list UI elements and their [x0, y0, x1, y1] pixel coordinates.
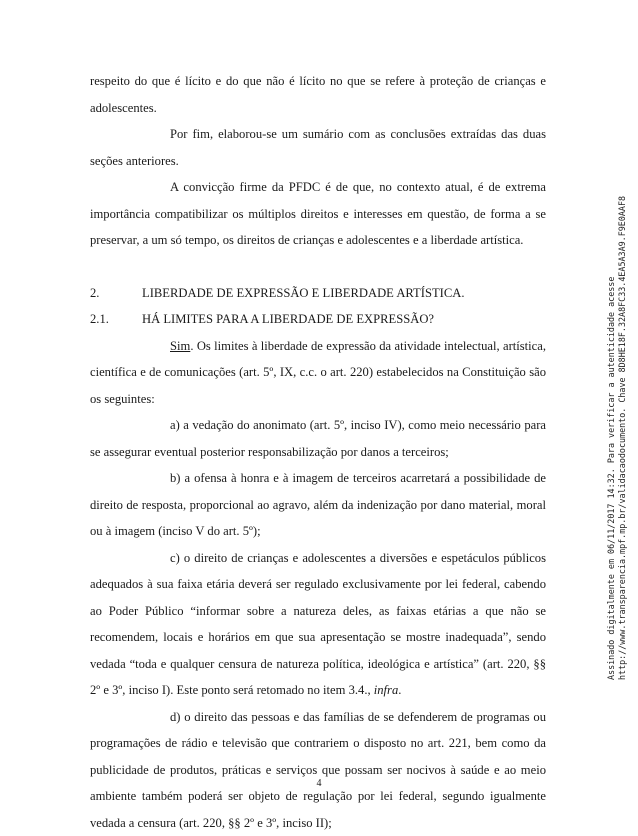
subsection-heading — [90, 306, 546, 333]
list-item-d: d) o direito das pessoas e das famílias de se defenderem de programas ou programações de rádio e televisão que contrariem o disposto no art. 221, bem como da publicidade de produtos, práticas e serviços que possam ser nocivos à saúde e ao meio ambiente também poderá ser objeto de regulação por lei federal, segundo igualmente vedada a censura (art. 220, §§ 2º e 3º, inciso II); — [90, 704, 546, 836]
signature-line-1: Assinado digitalmente em 06/11/2017 14:32. Para verificar a autenticidade acesse — [606, 196, 617, 680]
subsection-title: HÁ LIMITES PARA A LIBERDADE DE EXPRESSÃO? — [142, 306, 546, 333]
document-body — [90, 68, 546, 836]
list-item-b: b) a ofensa à honra e à imagem de terceiros acarretará a possibilidade de direito de resposta, proporcional ao agravo, além da indenização por dano material, moral ou à imagem (inciso V do art. 5º); — [90, 465, 546, 545]
answer-word: Sim — [170, 339, 190, 353]
list-item-c — [90, 545, 546, 704]
section-number: 2. — [90, 280, 142, 307]
section-heading — [90, 280, 546, 307]
page-number: 4 — [0, 778, 638, 789]
item-c-infra: infra — [374, 683, 399, 697]
paragraph-continuation: respeito do que é lícito e do que não é lícito no que se refere à proteção de crianças e adolescentes. — [90, 68, 546, 121]
list-item-a: a) a vedação do anonimato (art. 5º, inciso IV), como meio necessário para se assegurar eventual posterior responsabilização por danos a terceiros; — [90, 412, 546, 465]
signature-line-2: http://www.transparencia.mpf.mp.br/validacaodocumento. Chave 8D8HE18F.32A8FC33.4EA5A3A9.F9E0AAF8 — [617, 196, 628, 680]
subsection-number: 2.1. — [90, 306, 142, 333]
paragraph-summary: Por fim, elaborou-se um sumário com as conclusões extraídas das duas seções anteriores. — [90, 121, 546, 174]
item-c-text: c) o direito de crianças e adolescentes a diversões e espetáculos públicos adequados à sua faixa etária deverá ser regulado exclusivamente por lei federal, cabendo ao Poder Público “informar sobre a natureza deles, as faixas etárias a que não se recomendem, locais e horários em que sua apresentação se mostre inadequada”, sendo vedada “toda e qualquer censura de natureza política, ideológica e artística” (art. 220, §§ 2º e 3º, inciso I). Este ponto será retomado no item 3.4., — [90, 551, 546, 698]
paragraph-conviction: A convicção firme da PFDC é de que, no contexto atual, é de extrema importância compatibilizar os múltiplos direitos e interesses em questão, de forma a se preservar, a um só tempo, os direitos de crianças e adolescentes e a liberdade artística. — [90, 174, 546, 254]
spacer — [90, 254, 546, 280]
paragraph-answer — [90, 333, 546, 413]
item-c-end: . — [398, 683, 401, 697]
digital-signature-notice — [606, 196, 628, 680]
section-title: LIBERDADE DE EXPRESSÃO E LIBERDADE ARTÍSTICA. — [142, 280, 546, 307]
answer-text: . Os limites à liberdade de expressão da atividade intelectual, artística, científica e de comunicações (art. 5º, IX, c.c. o art. 220) estabelecidos na Constituição são os seguintes: — [90, 339, 546, 406]
